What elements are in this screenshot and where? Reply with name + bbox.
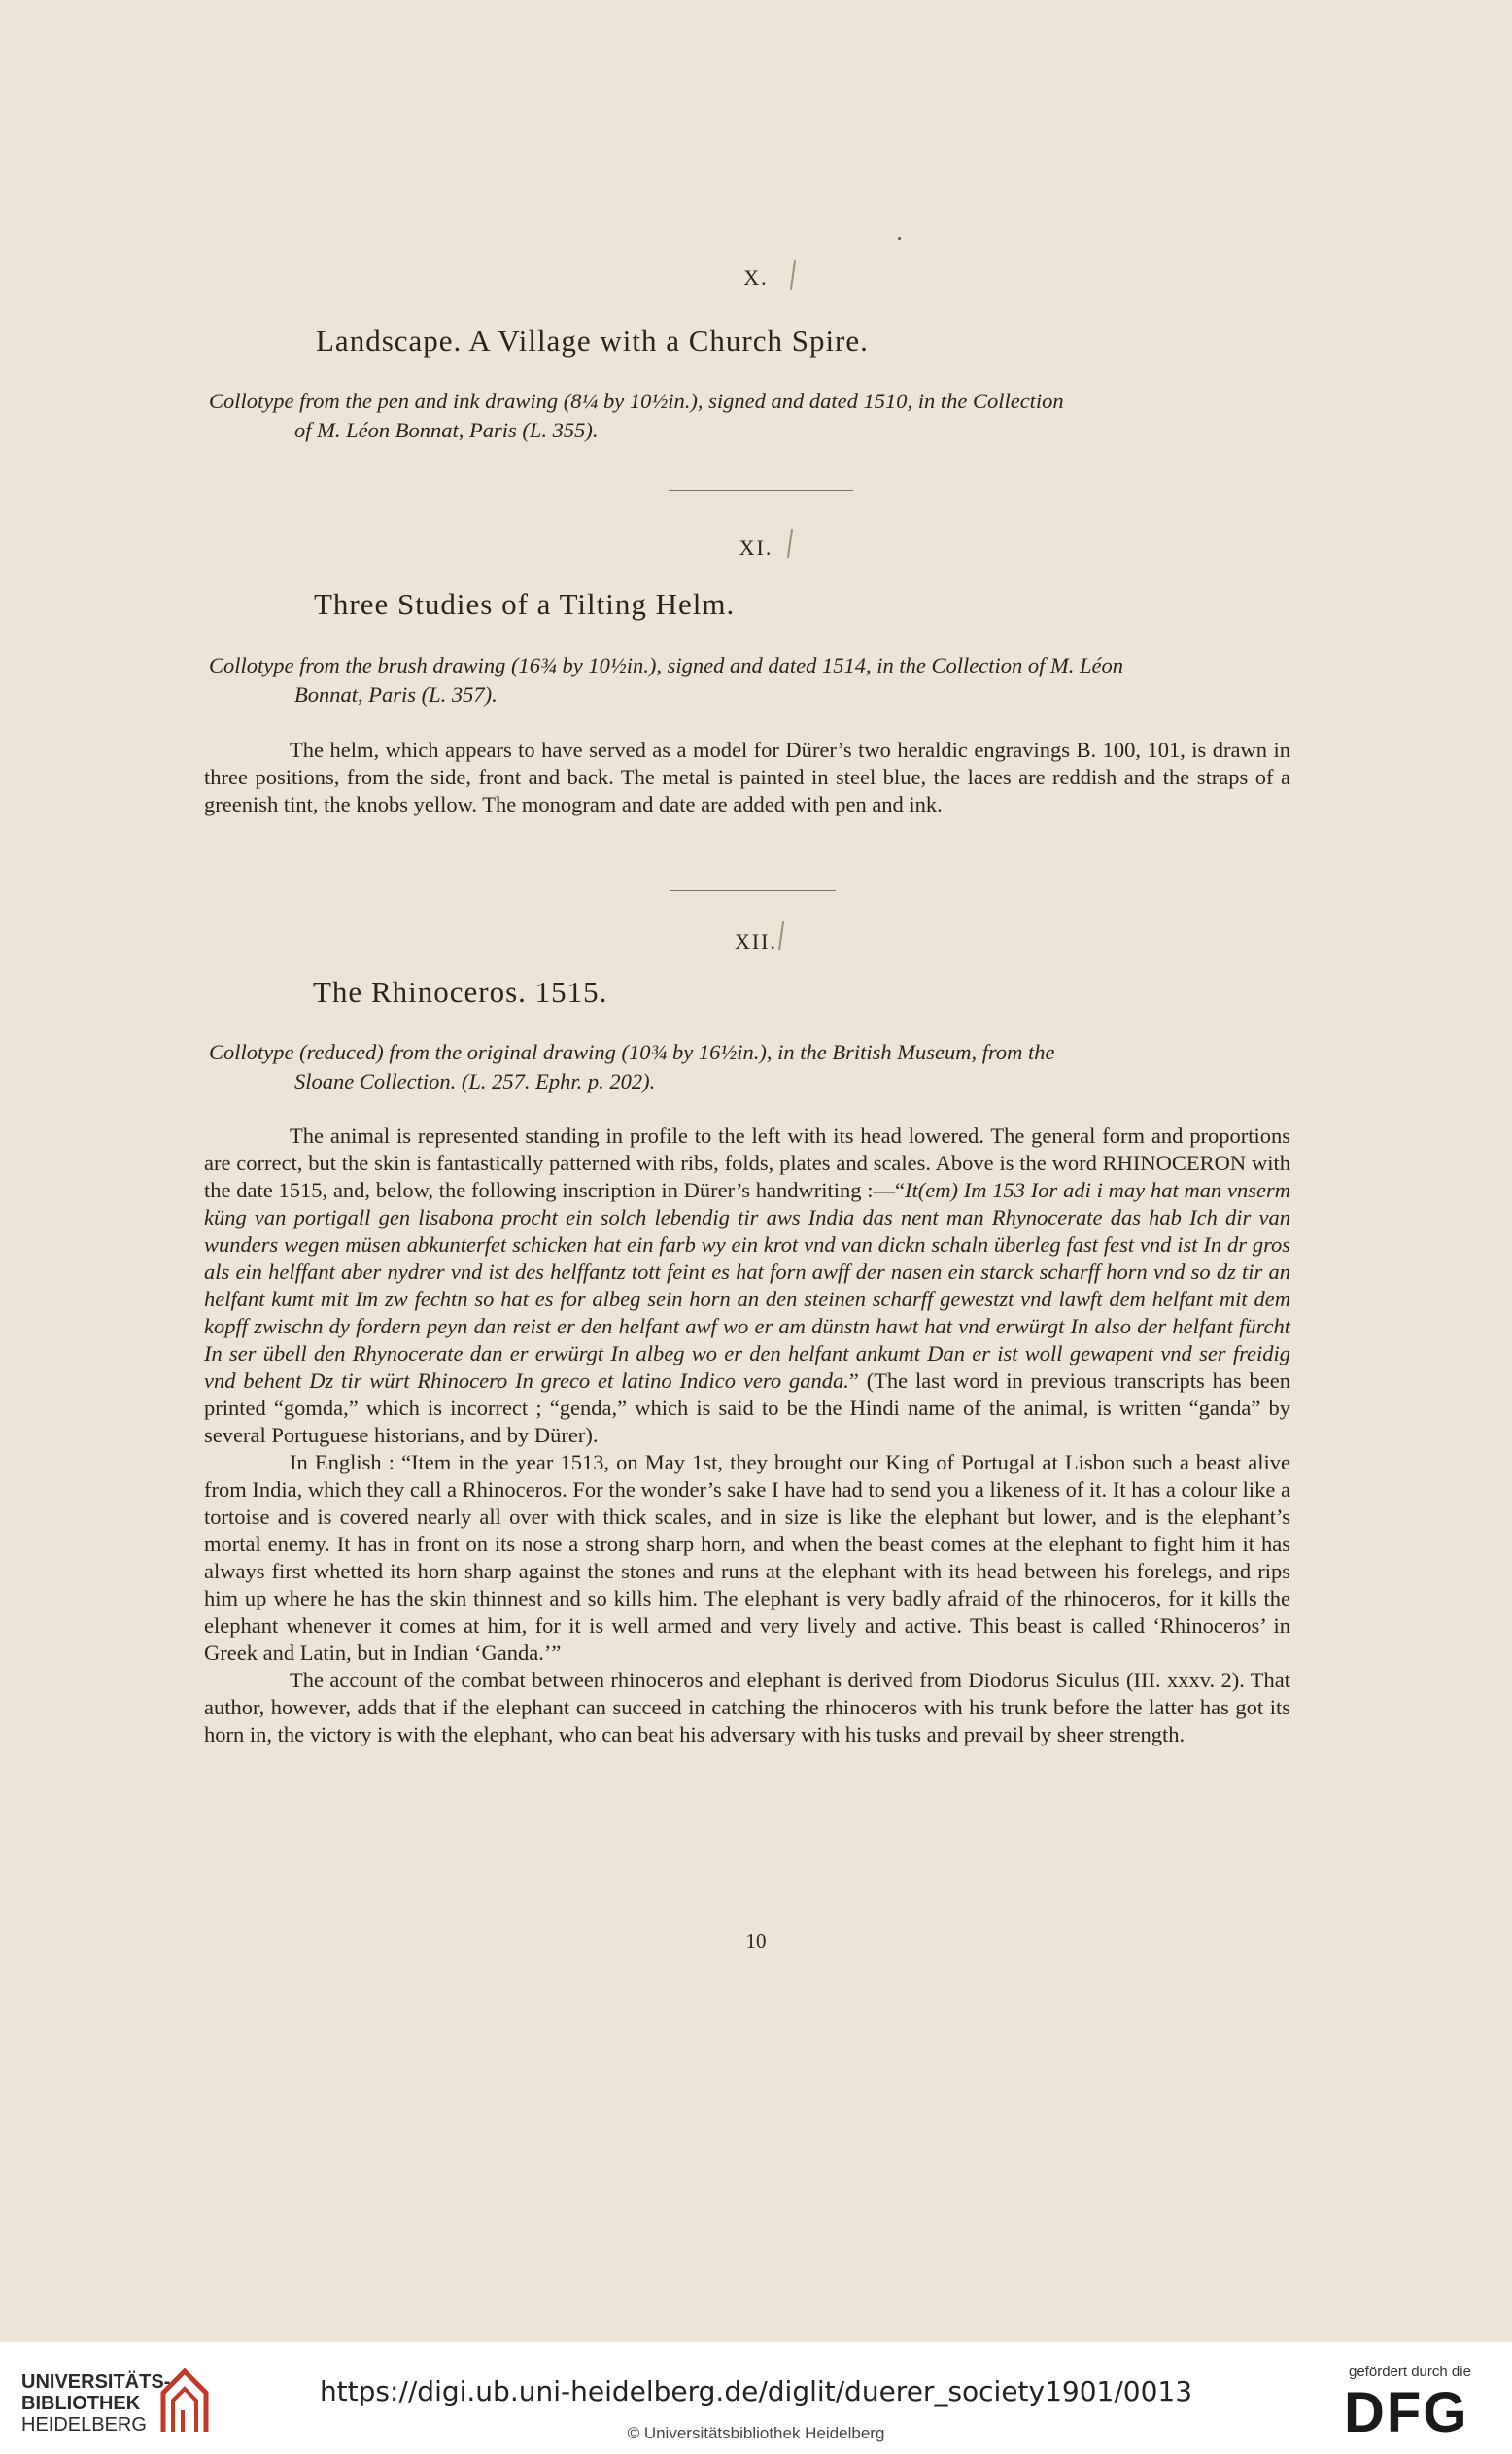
german-inscription: It(em) Im 153 Ior adi i may hat man vnserm küng van portigall gen lisabona procht ein solch lebendig tir aws India das nent man Rhynocerate das hab Ich dir van wunders wegen müsen abkunterfet schicken hat ein farb wy ein krot vnd van dickn schaln überleg fast fest vnd ist In dr gros als ein helffant aber nydrer vnd ist des helffantz tott feint es hat forn awff der nasen ein starck scharff horn vnd so dz tir an helfant kumt mit Im zw fechtn so hat es for albeg sein horn an den steinen scharff gewestzt vnd lawft dem helfant mit dem kopff zwischn dy fordern peyn dan reist er den helfant awf wo er am dünstn hawt hat vnd erwürgt In also der helfant fürcht In ser übell den Rhynocerate dan er erwürgt In albeg wo er den helfant ankumt Dan er ist woll gewapent vnd ser freidig vnd behent Dz tir würt Rhinocero In greco et latino Indico vero ganda.: [204, 1178, 1290, 1393]
body-paragraph: The account of the combat between rhinoceros and elephant is derived from Diodorus Siculus (III. xxxv. 2). That author, however, adds that if the elephant can succeed in catching the rhinoceros with his trunk before the latter has got its horn in, the victory is with the elephant, who can beat his adversary with his tusks and prevail by sheer strength.: [204, 1668, 1290, 1746]
section-numeral-xi: XI.: [739, 536, 773, 560]
section-title-xi: Three Studies of a Tilting Helm.: [314, 587, 736, 621]
body-paragraph: In English : “Item in the year 1513, on May 1st, they brought our King of Portugal at Lisbon such a beast alive from India, which they call a Rhinoceros. For the wonder’s sake I have had to send you a likeness of it. It has a colour like a tortoise and is covered nearly all over with thick scales, and in size is like the elephant but lower, and is the elephant’s mortal enemy. It has in front on its nose a strong sharp horn, and when the beast comes at the elephant to fight him it has always first whetted its horn sharp against the stones and runs at the elephant with its head between his forelegs, and rips him up where he has the skin thinnest and so kills him. The elephant is very badly afraid of the rhinoceros, for it kills the elephant whenever it comes at him, for it is well armed and very lively and active. This beast is called ‘Rhinoceros’ in Greek and Latin, but in Indian ‘Ganda.’”: [204, 1450, 1290, 1665]
body-paragraph: The helm, which appears to have served as a model for Dürer’s two heraldic engravings B. 100, 101, is drawn in three positions, from the side, front and back. The metal is painted in steel blue, the laces are reddish and the straps of a greenish tint, the knobs yellow. The monogram and date are added with pen and ink.: [204, 738, 1290, 816]
caption-line: of M. Léon Bonnat, Paris (L. 355).: [294, 418, 599, 442]
funding-label: gefördert durch die: [1349, 2364, 1471, 2380]
section-body-xii: [204, 1123, 1290, 1748]
section-divider: [669, 490, 853, 491]
library-name-line: UNIVERSITÄTS-: [21, 2371, 171, 2393]
library-name-line: HEIDELBERG: [21, 2414, 147, 2436]
dfg-logo-icon: [1344, 2381, 1490, 2439]
caption-line: Sloane Collection. (L. 257. Ephr. p. 202).: [294, 1069, 656, 1093]
section-caption-x: [209, 387, 1297, 445]
section-numeral-xii: XII.: [734, 929, 778, 953]
paper-speck: [898, 237, 901, 240]
caption-line: Collotype (reduced) from the original drawing (10¾ by 16½in.), in the British Museum, from the: [209, 1040, 1055, 1064]
section-caption-xii: [209, 1038, 1297, 1096]
dfg-logo-text: DFG: [1344, 2381, 1469, 2439]
library-name-line: BIBLIOTHEK: [21, 2393, 141, 2414]
footer-bar: [0, 2342, 1512, 2454]
caption-line: Collotype from the brush drawing (16¾ by 10½in.), signed and dated 1514, in the Collection of M. Léon: [209, 653, 1123, 677]
permalink-url[interactable]: https://digi.ub.uni-heidelberg.de/diglit/duerer_society1901/0013: [319, 2375, 1193, 2407]
page-number: 10: [745, 1929, 767, 1953]
caption-line: Collotype from the pen and ink drawing (8¼ by 10½in.), signed and dated 1510, in the Collection: [209, 389, 1064, 413]
section-numeral-x: X.: [743, 265, 769, 290]
section-title-x: Landscape. A Village with a Church Spire.: [316, 324, 869, 358]
copyright-notice: © Universitätsbibliothek Heidelberg: [627, 2424, 885, 2442]
section-caption-xi: [209, 651, 1297, 709]
body-text: The animal is represented standing in profile to the left with its head lowered. The general form and proportions are correct, but the skin is fantastically patterned with ribs, folds, plates and scales. Above is the word RHINOCERON with the date 1515, and, below, the following inscription in Dürer’s handwriting :—“: [204, 1123, 1290, 1202]
body-text: ” (The last word in previous transcripts has been printed “gomda,” which is incorrect ; “genda,” which is said to be the Hindi name of the animal, is written “ganda” by several Portuguese historians, and by Dürer).: [204, 1368, 1290, 1447]
section-body-xi: [204, 737, 1290, 818]
caption-line: Bonnat, Paris (L. 357).: [294, 682, 498, 707]
section-divider: [670, 890, 836, 891]
body-paragraph: [204, 1123, 1290, 1449]
section-title-xii: The Rhinoceros. 1515.: [313, 975, 608, 1009]
